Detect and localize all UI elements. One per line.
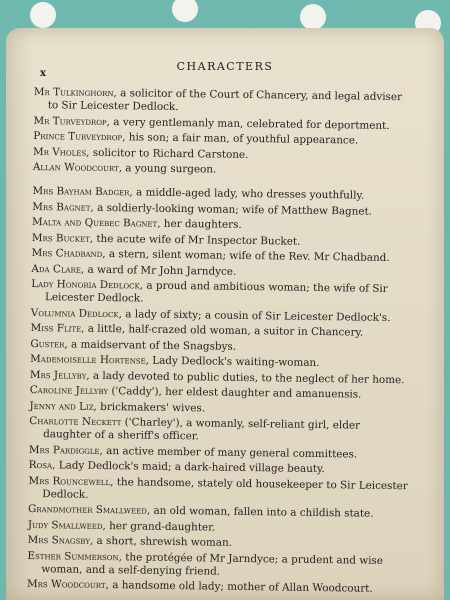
list-item: Mademoiselle Hortense, Lady Dedlock's waiting-woman. xyxy=(30,352,320,370)
list-item: Lady Honoria Dedlock, a proud and ambitious woman; the wife of Sir Leicester Dedlock. xyxy=(31,277,388,305)
polka-dot xyxy=(172,0,198,22)
list-item: Mrs Snagsby, a short, shrewish woman. xyxy=(27,533,233,549)
list-item: Mrs Chadband, a stern, silent woman; wife of the Rev. Mr Chadband. xyxy=(31,246,390,264)
list-item: Malta and Quebec Bagnet, her daughters. xyxy=(32,215,242,231)
list-item: Prince Turveydrop, his son; a fair man, of youthful appearance. xyxy=(33,129,359,147)
list-item: Guster, a maidservant of the Snagsbys. xyxy=(30,337,237,353)
list-item: Mrs Bayham Badger, a middle-aged lady, who dresses youthfully. xyxy=(32,184,365,202)
list-item: Jenny and Liz, brickmakers' wives. xyxy=(29,399,206,414)
polka-dot xyxy=(30,2,56,28)
list-item: Miss Flite, a little, half-crazed old woman, a suitor in Chancery. xyxy=(30,321,364,339)
character-list xyxy=(27,86,414,599)
list-item: Mrs Rouncewell, the handsome, stately old housekeeper to Sir Leicester Dedlock. xyxy=(28,474,408,501)
list-item: Judy Smallweed, her grand-daughter. xyxy=(27,518,216,534)
list-item: Mrs Bucket, the acute wife of Mr Inspector Bucket. xyxy=(31,231,301,248)
list-item: Mr Turveydrop, a very gentlemanly man, celebrated for deportment. xyxy=(33,114,390,132)
list-item: Charlotte Neckett ('Charley'), a womanly, self-reliant girl, elder daughter of a sheriff's officer. xyxy=(29,414,361,443)
list-item: Mr Tulkinghorn, a solicitor of the Court of Chancery, and legal adviser to Sir Leicester Dedlock. xyxy=(33,86,403,114)
page-number: x xyxy=(40,68,46,79)
list-item: Ada Clare, a ward of Mr John Jarndyce. xyxy=(31,262,237,278)
list-item: Mrs Bagnet, a soldierly-looking woman; wife of Matthew Bagnet. xyxy=(32,200,373,218)
polka-dot xyxy=(300,4,326,30)
list-item: Grandmother Smallweed, an old woman, fallen into a childish state. xyxy=(28,502,374,520)
list-item: Mrs Woodcourt, a handsome old lady; mother of Allan Woodcourt. xyxy=(26,577,373,595)
list-item: Allan Woodcourt, a young surgeon. xyxy=(32,160,217,176)
list-item: Volumnia Dedlock, a lady of sixty; a cousin of Sir Leicester Dedlock's. xyxy=(30,306,391,324)
list-item: Mr Vholes, solicitor to Richard Carstone. xyxy=(33,145,249,161)
list-item: Caroline Jellyby ('Caddy'), her eldest daughter and amanuensis. xyxy=(29,383,362,401)
list-item: Rosa, Lady Dedlock's maid; a dark-haired village beauty. xyxy=(28,458,325,476)
page-title: CHARACTERS xyxy=(176,60,274,73)
list-item: Mrs Jellyby, a lady devoted to public duties, to the neglect of her home. xyxy=(29,368,405,386)
list-item: Esther Summerson, the protégée of Mr Jarndyce; a prudent and wise woman, and a self-denying friend. xyxy=(27,549,384,578)
list-item: Mrs Pardiggle, an active member of many general committees. xyxy=(28,443,358,461)
